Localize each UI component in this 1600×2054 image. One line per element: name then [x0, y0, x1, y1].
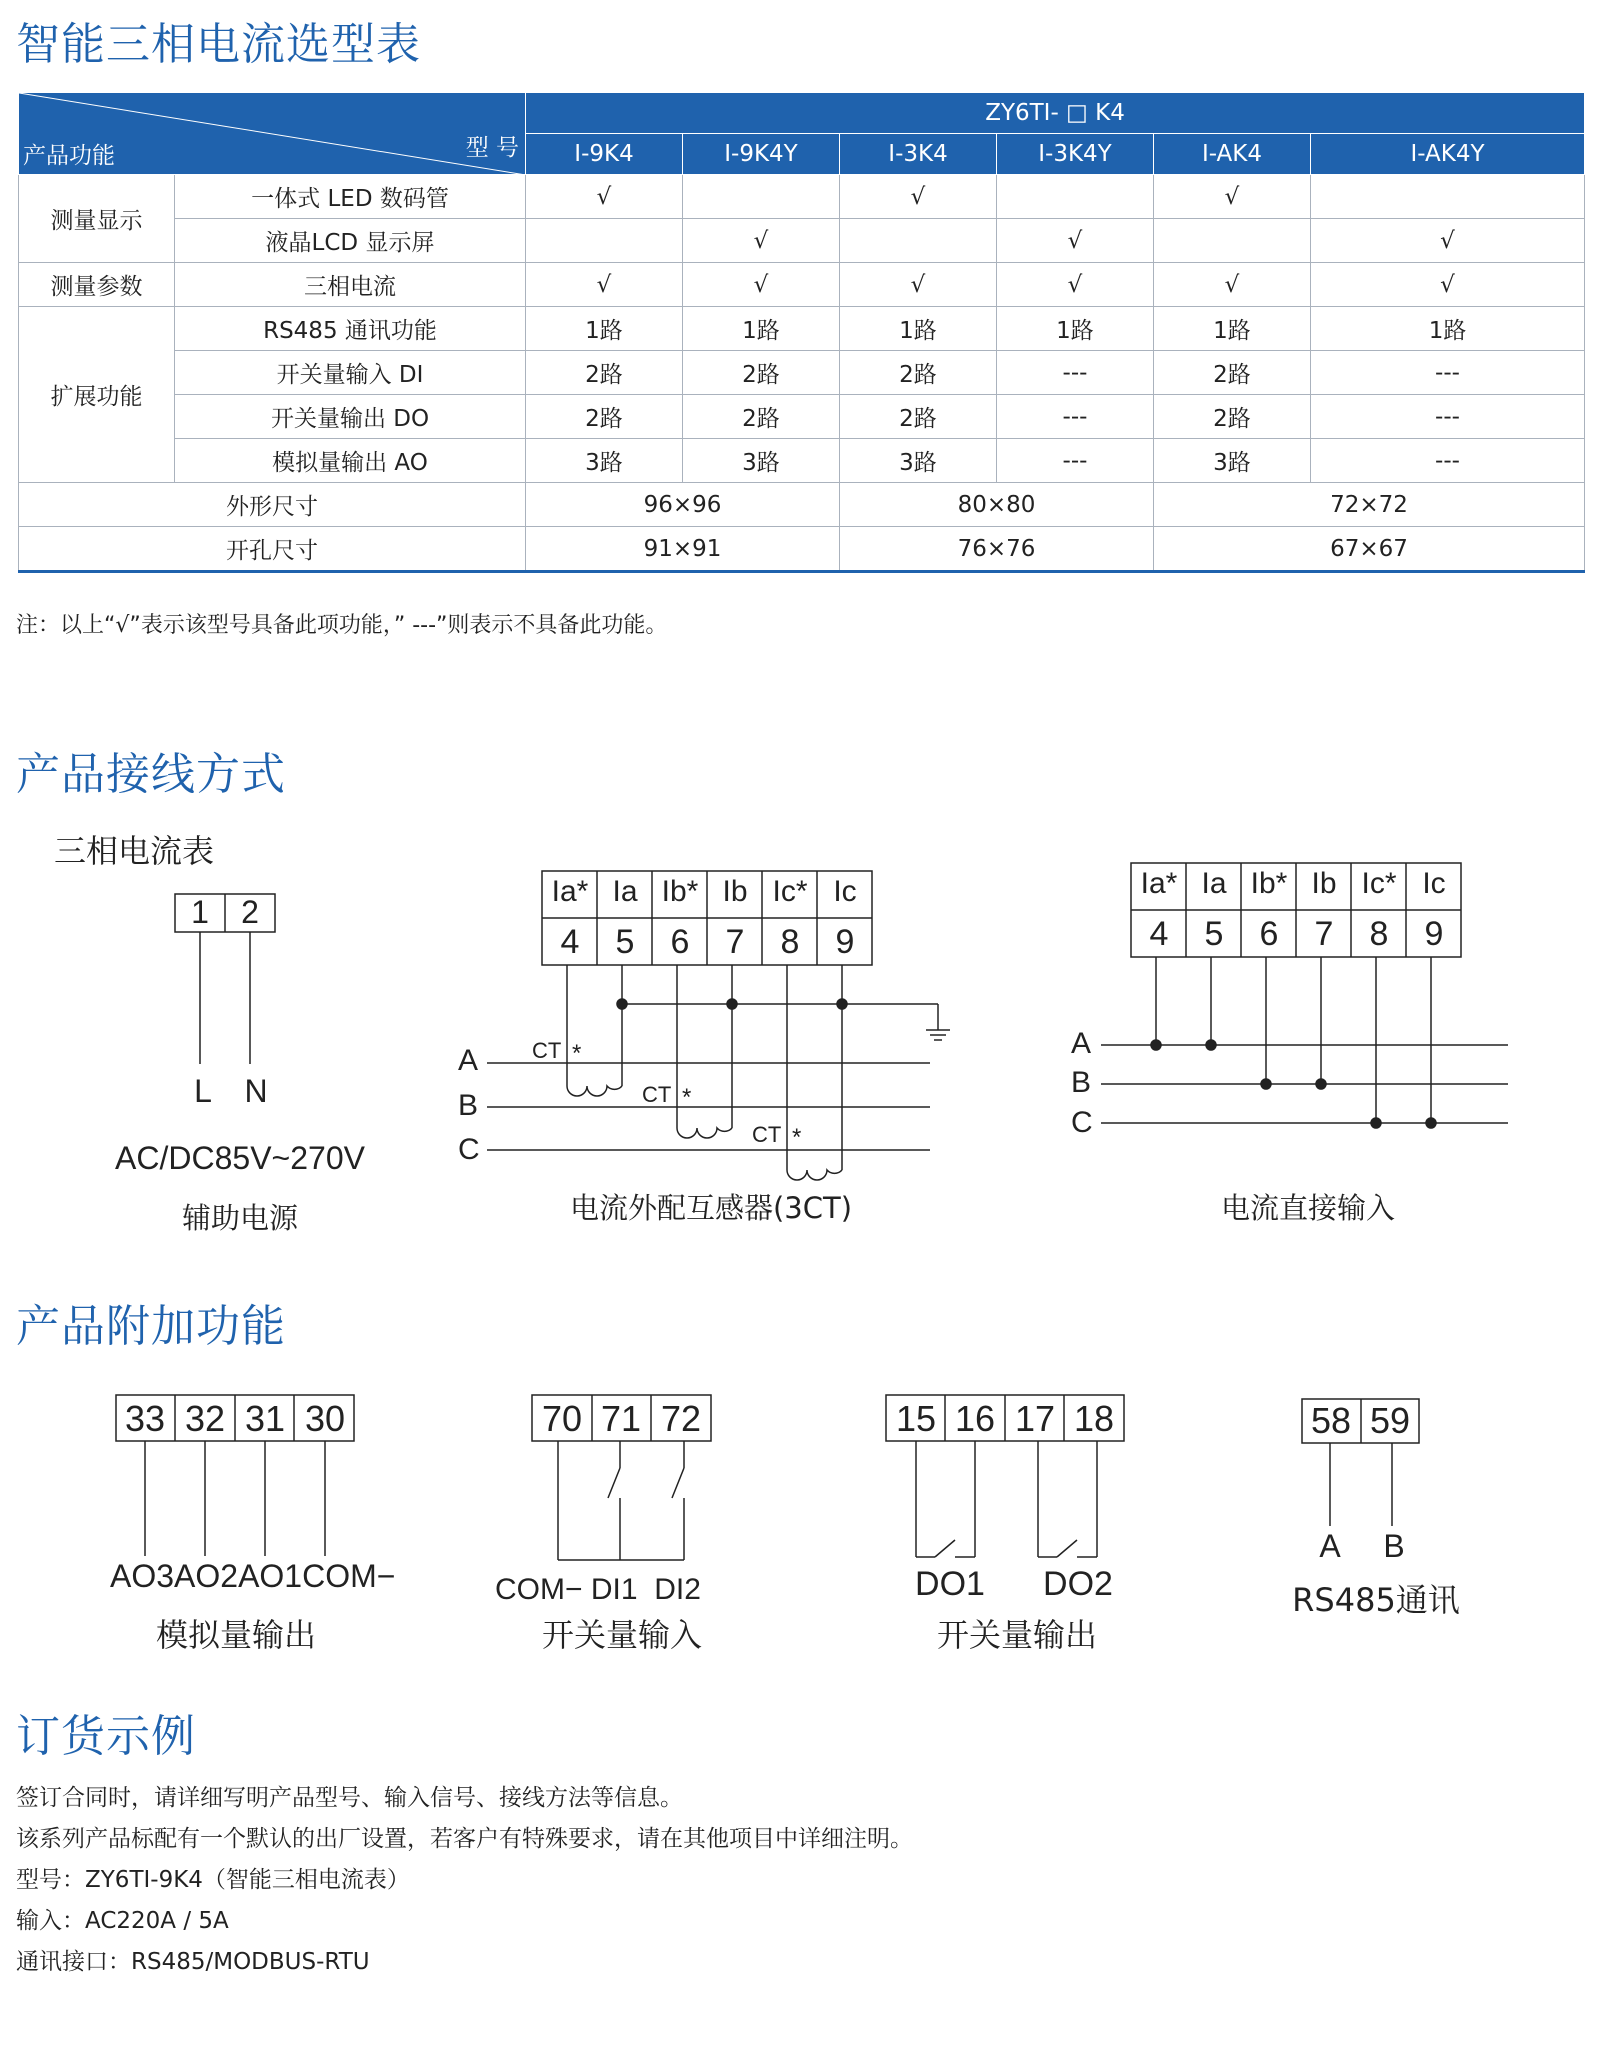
ct-terminal-number: 7 — [725, 923, 745, 961]
direct-terminal-number: 4 — [1149, 915, 1169, 953]
table-cell: 2路 — [840, 395, 997, 439]
ct-phase-a: A — [458, 1044, 479, 1077]
model-header: I-9K4Y — [683, 134, 840, 175]
ct-phase-c: C — [458, 1133, 480, 1166]
ct-head-label: Ib* — [661, 875, 699, 908]
order-line: 该系列产品标配有一个默认的出厂设置，若客户有特殊要求，请在其他项目中详细注明。 — [16, 1826, 913, 1852]
table-cell: √ — [997, 219, 1154, 263]
rs485-terminal-number: 58 — [1310, 1400, 1352, 1441]
order-line: 型号：ZY6TI-9K4（智能三相电流表） — [16, 1867, 410, 1893]
table-cell: √ — [526, 263, 683, 307]
feature-name: 开关量输出 DO — [175, 395, 526, 439]
feature-name: 三相电流 — [175, 263, 526, 307]
ct-head-label: Ib — [722, 875, 748, 908]
direct-terminal-number: 6 — [1259, 915, 1279, 953]
ct-terminal-number: 4 — [560, 923, 580, 961]
table-cell: --- — [1311, 395, 1585, 439]
direct-head-label: Ic* — [1361, 867, 1397, 900]
table-cell: √ — [997, 263, 1154, 307]
model-header: I-3K4Y — [997, 134, 1154, 175]
direct-terminal-number: 9 — [1424, 915, 1444, 953]
direct-caption: 电流直接输入 — [1220, 1191, 1396, 1225]
table-cell: √ — [840, 175, 997, 219]
table-cell: 1路 — [997, 307, 1154, 351]
ao-terminal-number: 30 — [304, 1398, 346, 1439]
power-voltage: AC/DC85V~270V — [115, 1140, 365, 1176]
table-cell: 1路 — [1154, 307, 1311, 351]
ao-terminal-number: 31 — [244, 1398, 286, 1439]
group-label-params: 测量参数 — [19, 263, 175, 307]
table-cell: 2路 — [683, 395, 840, 439]
power-L-label: L — [194, 1073, 212, 1109]
do-terminal-number: 16 — [954, 1398, 996, 1439]
di-terminal-number: 72 — [660, 1398, 702, 1439]
table-cell: √ — [1311, 263, 1585, 307]
table-cell: 2路 — [840, 351, 997, 395]
table-cell: 2路 — [1154, 351, 1311, 395]
ct-polarity-star: * — [572, 1040, 582, 1067]
order-example — [16, 1778, 913, 1983]
direct-head-label: Ic — [1422, 867, 1446, 900]
addon-title: 产品附加功能 — [16, 1301, 286, 1352]
model-header: I-AK4Y — [1311, 134, 1585, 175]
ct-head-label: Ic — [833, 875, 857, 908]
series-header: ZY6TI- □ K4 — [526, 93, 1585, 134]
power-terminal-block — [175, 894, 275, 1064]
direct-terminal-number: 8 — [1369, 915, 1389, 953]
ct-terminal-number: 9 — [835, 923, 855, 961]
ct-phase-b: B — [458, 1089, 479, 1122]
table-cell: √ — [1154, 175, 1311, 219]
direct-phase-c: C — [1071, 1106, 1093, 1139]
di-caption: 开关量输入 — [541, 1616, 703, 1654]
corner-function-label: 产品功能 — [23, 143, 115, 169]
table-cell: --- — [997, 395, 1154, 439]
cutout-value: 76×76 — [840, 527, 1154, 572]
do-signal-label: DO1 — [915, 1565, 985, 1603]
ct-polarity-star: * — [682, 1084, 692, 1111]
ct-terminal-number: 5 — [615, 923, 635, 961]
table-cell: 1路 — [526, 307, 683, 351]
di-terminal-number: 70 — [541, 1398, 583, 1439]
direct-head-label: Ia* — [1140, 867, 1178, 900]
di-terminal-number: 71 — [600, 1398, 642, 1439]
table-cell: --- — [1311, 439, 1585, 483]
do-signal-label: DO2 — [1043, 1565, 1113, 1603]
direct-head-label: Ib* — [1250, 867, 1288, 900]
table-note: 注：以上“√”表示该型号具备此项功能，” ---”则表示不具备此功能。 — [16, 613, 668, 638]
size-label: 外形尺寸 — [19, 483, 526, 527]
feature-name: RS485 通讯功能 — [175, 307, 526, 351]
table-cell: √ — [683, 219, 840, 263]
table-cell: 3路 — [526, 439, 683, 483]
order-title: 订货示例 — [16, 1711, 196, 1762]
order-line: 输入：AC220A / 5A — [16, 1908, 229, 1934]
direct-terminal-number: 5 — [1204, 915, 1224, 953]
table-cell: 1路 — [1311, 307, 1585, 351]
size-value: 96×96 — [526, 483, 840, 527]
ao-signal-labels: AO3AO2AO1COM− — [110, 1558, 396, 1594]
power-N-label: N — [244, 1073, 268, 1109]
table-cell: 2路 — [1154, 395, 1311, 439]
table-cell: √ — [1311, 219, 1585, 263]
ct-label: CT — [752, 1122, 782, 1147]
direct-phase-a: A — [1071, 1027, 1092, 1060]
power-caption: 辅助电源 — [181, 1201, 299, 1235]
ct-polarity-star: * — [792, 1124, 802, 1151]
ct-head-label: Ia* — [551, 875, 589, 908]
table-cell: 3路 — [683, 439, 840, 483]
rs485-terminal-number: 59 — [1369, 1400, 1411, 1441]
ct-terminal-number: 6 — [670, 923, 690, 961]
rs485-a-label: A — [1319, 1528, 1341, 1564]
order-line: 通讯接口：RS485/MODBUS-RTU — [16, 1949, 370, 1975]
ao-terminal-number: 33 — [124, 1398, 166, 1439]
feature-name: 一体式 LED 数码管 — [175, 175, 526, 219]
feature-name: 液晶LCD 显示屏 — [175, 219, 526, 263]
do-caption: 开关量输出 — [936, 1616, 1098, 1654]
model-header: I-9K4 — [526, 134, 683, 175]
model-header: I-AK4 — [1154, 134, 1311, 175]
group-label-display: 测量显示 — [19, 175, 175, 263]
table-cell: √ — [840, 263, 997, 307]
direct-terminal-block — [1101, 863, 1508, 1128]
cutout-value: 67×67 — [1154, 527, 1585, 572]
size-value: 80×80 — [840, 483, 1154, 527]
cutout-value: 91×91 — [526, 527, 840, 572]
ct-head-label: Ic* — [772, 875, 808, 908]
ao-caption: 模拟量输出 — [155, 1616, 317, 1654]
cutout-label: 开孔尺寸 — [19, 527, 526, 572]
table-cell: --- — [997, 351, 1154, 395]
table-cell: --- — [997, 439, 1154, 483]
power-terminal-label: 2 — [241, 894, 259, 930]
rs485-b-label: B — [1383, 1528, 1405, 1564]
table-cell: 1路 — [683, 307, 840, 351]
table-cell: 2路 — [526, 351, 683, 395]
direct-head-label: Ib — [1311, 867, 1337, 900]
table-cell: 1路 — [840, 307, 997, 351]
ct-terminal-number: 8 — [780, 923, 800, 961]
feature-name: 开关量输入 DI — [175, 351, 526, 395]
table-cell: 3路 — [1154, 439, 1311, 483]
table-cell: 2路 — [526, 395, 683, 439]
di-signal-labels: COM− DI1 DI2 — [495, 1573, 701, 1606]
table-cell: 3路 — [840, 439, 997, 483]
table-cell: √ — [683, 263, 840, 307]
ao-terminal-number: 32 — [184, 1398, 226, 1439]
do-terminal-number: 18 — [1073, 1398, 1115, 1439]
do-terminal-number: 17 — [1014, 1398, 1056, 1439]
ct-head-label: Ia — [612, 875, 638, 908]
feature-name: 模拟量输出 AO — [175, 439, 526, 483]
group-label-ext: 扩展功能 — [19, 307, 175, 483]
model-header: I-3K4 — [840, 134, 997, 175]
table-cell: √ — [1154, 263, 1311, 307]
table-cell: √ — [526, 175, 683, 219]
selection-table-title: 智能三相电流选型表 — [16, 19, 421, 70]
power-terminal-label: 1 — [191, 894, 209, 930]
wiring-subtitle: 三相电流表 — [54, 832, 215, 870]
direct-phase-b: B — [1071, 1066, 1092, 1099]
ct-label: CT — [532, 1038, 562, 1063]
wiring-title: 产品接线方式 — [16, 749, 286, 800]
size-value: 72×72 — [1154, 483, 1585, 527]
ct-caption: 电流外配互感器(3CT) — [569, 1191, 853, 1225]
order-line: 签订合同时，请详细写明产品型号、输入信号、接线方法等信息。 — [16, 1785, 683, 1811]
do-terminal-number: 15 — [895, 1398, 937, 1439]
rs485-caption: RS485通讯 — [1292, 1581, 1460, 1619]
direct-terminal-number: 7 — [1314, 915, 1334, 953]
table-cell: 2路 — [683, 351, 840, 395]
corner-model-label: 型 号 — [465, 135, 519, 161]
ct-terminal-block — [487, 871, 950, 1180]
table-cell: --- — [1311, 351, 1585, 395]
direct-head-label: Ia — [1201, 867, 1227, 900]
ct-label: CT — [642, 1082, 672, 1107]
